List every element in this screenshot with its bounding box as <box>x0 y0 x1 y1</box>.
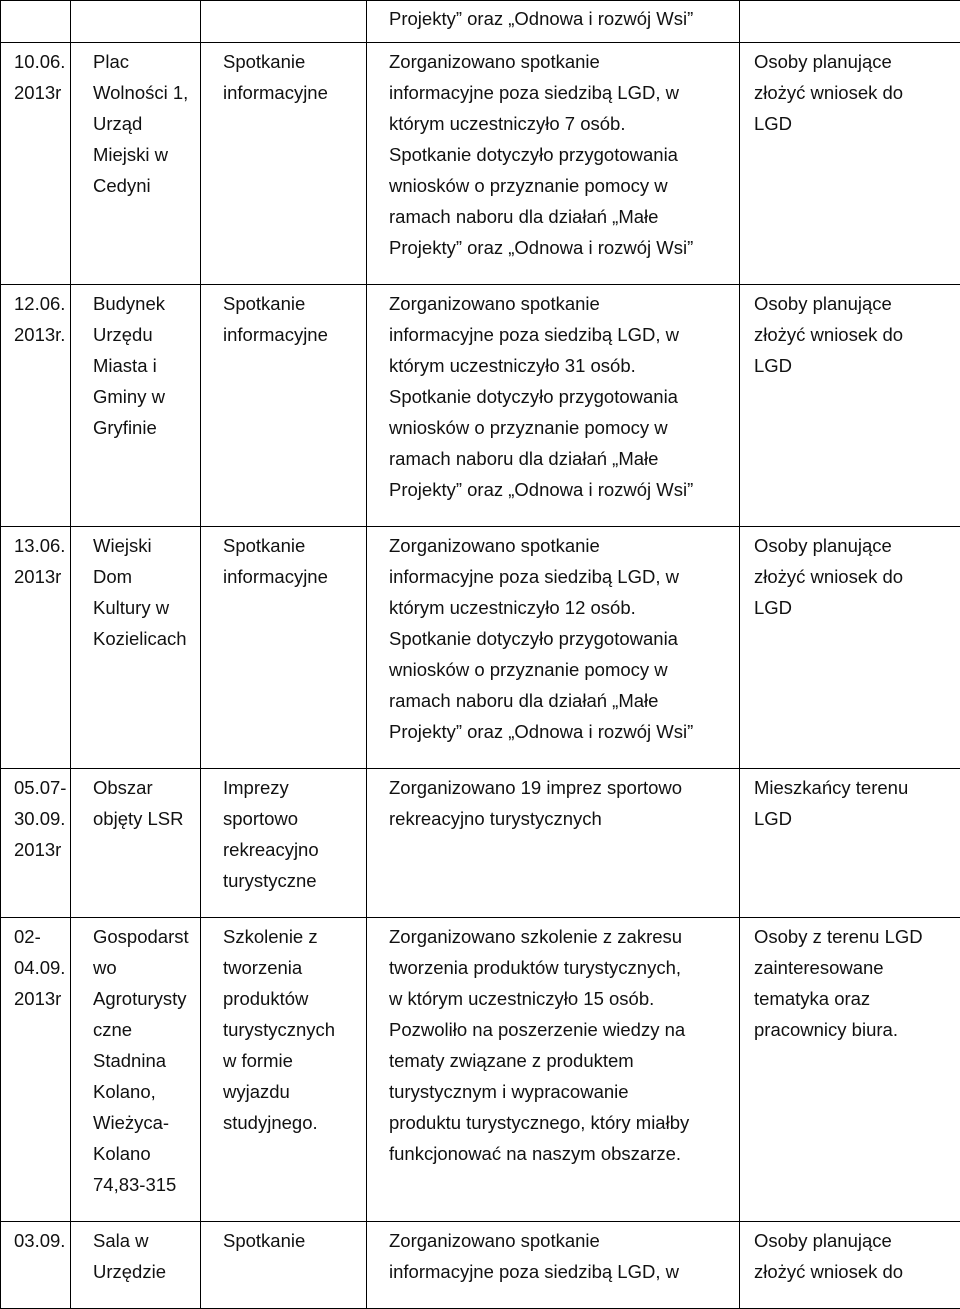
date-text: 03.09. <box>1 1225 70 1256</box>
date-text: 12.06. 2013r. <box>1 288 70 350</box>
type-text: Szkolenie z tworzenia produktów turystycznych w formie wyjazdu studyjnego. <box>201 921 366 1138</box>
table-row <box>1 43 960 285</box>
target-text: Osoby planujące złożyć wniosek do LGD <box>740 530 960 623</box>
type-cell <box>201 1 367 43</box>
place-cell <box>71 527 201 769</box>
type-text: Spotkanie informacyjne <box>201 288 366 350</box>
description-text: Zorganizowano szkolenie z zakresu tworzenia produktów turystycznych, w którym uczestniczyło 15 osób. Pozwoliło na poszerzenie wiedzy na tematy związane z produktem turystycznym i wypracowanie produktu turystycznego, który miałby funkcjonować na naszym obszarze. <box>367 921 739 1169</box>
type-cell <box>201 918 367 1222</box>
place-cell <box>71 918 201 1222</box>
description-cell <box>367 43 740 285</box>
description-text: Zorganizowano spotkanie informacyjne poza siedzibą LGD, w którym uczestniczyło 7 osób. Spotkanie dotyczyło przygotowania wniosków o przyznanie pomocy w ramach naboru dla działań „Małe Projekty” oraz „Odnowa i rozwój Wsi” <box>367 46 739 263</box>
table-row <box>1 285 960 527</box>
type-text: Spotkanie <box>201 1225 366 1256</box>
description-cell <box>367 285 740 527</box>
place-cell <box>71 285 201 527</box>
description-cell <box>367 769 740 918</box>
type-text: Spotkanie informacyjne <box>201 46 366 108</box>
target-cell <box>740 769 960 918</box>
date-cell <box>1 285 71 527</box>
description-text: Zorganizowano spotkanie informacyjne poza siedzibą LGD, w którym uczestniczyło 31 osób. Spotkanie dotyczyło przygotowania wniosków o przyznanie pomocy w ramach naboru dla działań „Małe Projekty” oraz „Odnowa i rozwój Wsi” <box>367 288 739 505</box>
description-text: Zorganizowano spotkanie informacyjne poza siedzibą LGD, w <box>367 1225 739 1287</box>
type-cell <box>201 43 367 285</box>
place-text: Sala w Urzędzie <box>71 1225 200 1287</box>
place-cell <box>71 43 201 285</box>
date-cell <box>1 769 71 918</box>
place-text: Plac Wolności 1, Urząd Miejski w Cedyni <box>71 46 200 201</box>
type-cell <box>201 1222 367 1309</box>
target-text: Mieszkańcy terenu LGD <box>740 772 960 834</box>
target-cell <box>740 285 960 527</box>
date-text: 02- 04.09. 2013r <box>1 921 70 1014</box>
date-text: 10.06. 2013r <box>1 46 70 108</box>
date-cell <box>1 527 71 769</box>
type-text: Spotkanie informacyjne <box>201 530 366 592</box>
description-cell <box>367 527 740 769</box>
place-text: Wiejski Dom Kultury w Kozielicach <box>71 530 200 654</box>
type-cell <box>201 527 367 769</box>
type-cell <box>201 285 367 527</box>
place-cell <box>71 769 201 918</box>
date-cell <box>1 918 71 1222</box>
target-cell <box>740 1 960 43</box>
target-text: Osoby planujące złożyć wniosek do LGD <box>740 46 960 139</box>
target-cell <box>740 527 960 769</box>
description-text: Zorganizowano spotkanie informacyjne poza siedzibą LGD, w którym uczestniczyło 12 osób. Spotkanie dotyczyło przygotowania wniosków o przyznanie pomocy w ramach naboru dla działań „Małe Projekty” oraz „Odnowa i rozwój Wsi” <box>367 530 739 747</box>
date-cell <box>1 43 71 285</box>
description-text: Projekty” oraz „Odnowa i rozwój Wsi” <box>367 3 739 34</box>
date-text: 05.07- 30.09. 2013r <box>1 772 70 865</box>
table-row <box>1 769 960 918</box>
place-text: Gospodarst wo Agroturysty czne Stadnina Kolano, Wieżyca- Kolano 74,83-315 <box>71 921 200 1200</box>
place-text: Budynek Urzędu Miasta i Gminy w Gryfinie <box>71 288 200 443</box>
table-row-continuation <box>1 1 960 43</box>
description-text: Zorganizowano 19 imprez sportowo rekreacyjno turystycznych <box>367 772 739 834</box>
description-cell <box>367 918 740 1222</box>
date-cell <box>1 1222 71 1309</box>
type-cell <box>201 769 367 918</box>
target-cell <box>740 918 960 1222</box>
description-cell <box>367 1 740 43</box>
place-text: Obszar objęty LSR <box>71 772 200 834</box>
place-cell <box>71 1222 201 1309</box>
target-text: Osoby z terenu LGD zainteresowane tematyka oraz pracownicy biura. <box>740 921 960 1045</box>
table-row <box>1 1222 960 1309</box>
target-cell <box>740 43 960 285</box>
type-text: Imprezy sportowo rekreacyjno turystyczne <box>201 772 366 896</box>
target-text: Osoby planujące złożyć wniosek do LGD <box>740 288 960 381</box>
description-cell <box>367 1222 740 1309</box>
events-table-body <box>1 1 960 1309</box>
date-text: 13.06. 2013r <box>1 530 70 592</box>
target-text: Osoby planujące złożyć wniosek do <box>740 1225 960 1287</box>
place-cell <box>71 1 201 43</box>
date-cell <box>1 1 71 43</box>
table-row <box>1 527 960 769</box>
target-cell <box>740 1222 960 1309</box>
table-row <box>1 918 960 1222</box>
